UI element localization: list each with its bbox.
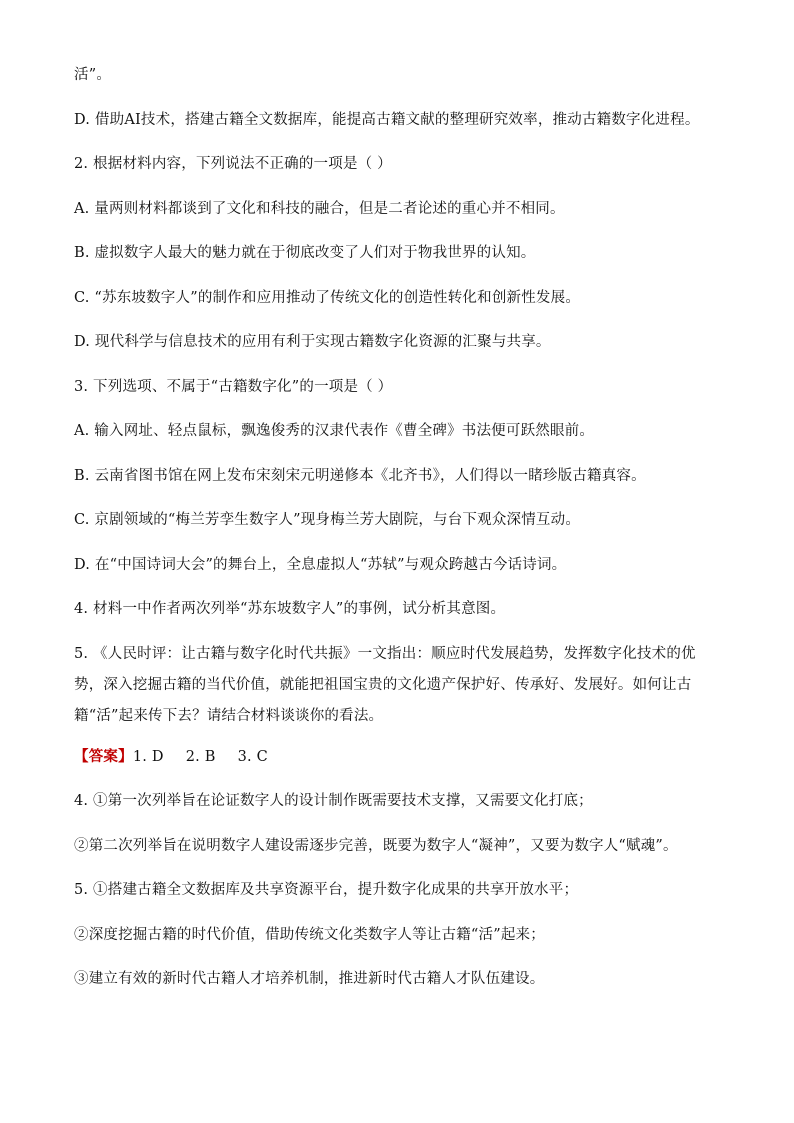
answer-line [74, 744, 724, 770]
option-a-q2: A. 量两则材料都谈到了文化和科技的融合，但是二者论述的重心并不相同。 [74, 200, 565, 217]
option-c-q3: C. 京剧领域的“梅兰芳孪生数字人”现身梅兰芳大剧院，与台下观众深情互动。 [74, 512, 581, 528]
question-4: 4. 材料一中作者两次列举“苏东坡数字人”的事例，试分析其意图。 [74, 601, 506, 617]
answer-5-point-2: ②深度挖掘古籍的时代价值，借助传统文化类数字人等让古籍“活”起来； [74, 926, 545, 943]
option-d-q3: D. 在“中国诗词大会”的舞台上，全息虚拟人“苏轼”与观众跨越古今话诗词。 [74, 556, 567, 573]
answer-2: 2. B [185, 748, 216, 765]
question-2: 2. 根据材料内容，下列说法不正确的一项是（ ） [74, 156, 392, 172]
option-d-q1: D. 借助AI技术，搭建古籍全文数据库，能提高古籍文献的整理研究效率，推动古籍数字化进程。 [74, 111, 700, 128]
text-line: 活”。 [74, 67, 112, 83]
option-a-q3: A. 输入网址、轻点鼠标，飘逸俊秀的汉隶代表作《曹全碑》书法便可跃然眼前。 [74, 423, 595, 439]
answer-tag: 【答案】 [74, 747, 133, 765]
question-5: 5. 《人民时评：让古籍与数字化时代共振》一文指出：顺应时代发展趋势，发挥数字化技术的优势，深入挖掘古籍的当代价值，就能把祖国宝贵的文化遗产保护好、传承好、发展好。如何让古籍“活”起来传下去？请结合材料谈谈你的看法。 [74, 645, 696, 724]
option-b-q3: B. 云南省图书馆在网上发布宋刻宋元明递修本《北齐书》，人们得以一睹珍版古籍真容。 [74, 467, 646, 484]
option-c-q2: C. “苏东坡数字人”的制作和应用推动了传统文化的创造性转化和创新性发展。 [74, 289, 581, 306]
answer-5-point-3: ③建立有效的新时代古籍人才培养机制，推进新时代古籍人才队伍建设。 [74, 971, 545, 987]
answer-4-point-2: ②第二次列举旨在说明数字人建设需逐步完善，既要为数字人“凝神”，又要为数字人“赋魂”。 [74, 837, 678, 854]
question-3: 3. 下列选项、不属于“古籍数字化”的一项是（ ） [74, 378, 393, 395]
answer-5-point-1: 5. ①搭建古籍全文数据库及共享资源平台，提升数字化成果的共享开放水平； [74, 882, 579, 898]
option-d-q2: D. 现代科学与信息技术的应用有利于实现古籍数字化资源的汇聚与共享。 [74, 334, 551, 350]
answer-4-point-1: 4. ①第一次列举旨在论证数字人的设计制作既需要技术支撑，又需要文化打底； [74, 793, 593, 809]
document-page [74, 62, 724, 1011]
option-b-q2: B. 虚拟数字人最大的魅力就在于彻底改变了人们对于物我世界的认知。 [74, 245, 536, 261]
answer-3: 3. C [237, 748, 268, 765]
answer-1: 1. D [132, 748, 164, 765]
